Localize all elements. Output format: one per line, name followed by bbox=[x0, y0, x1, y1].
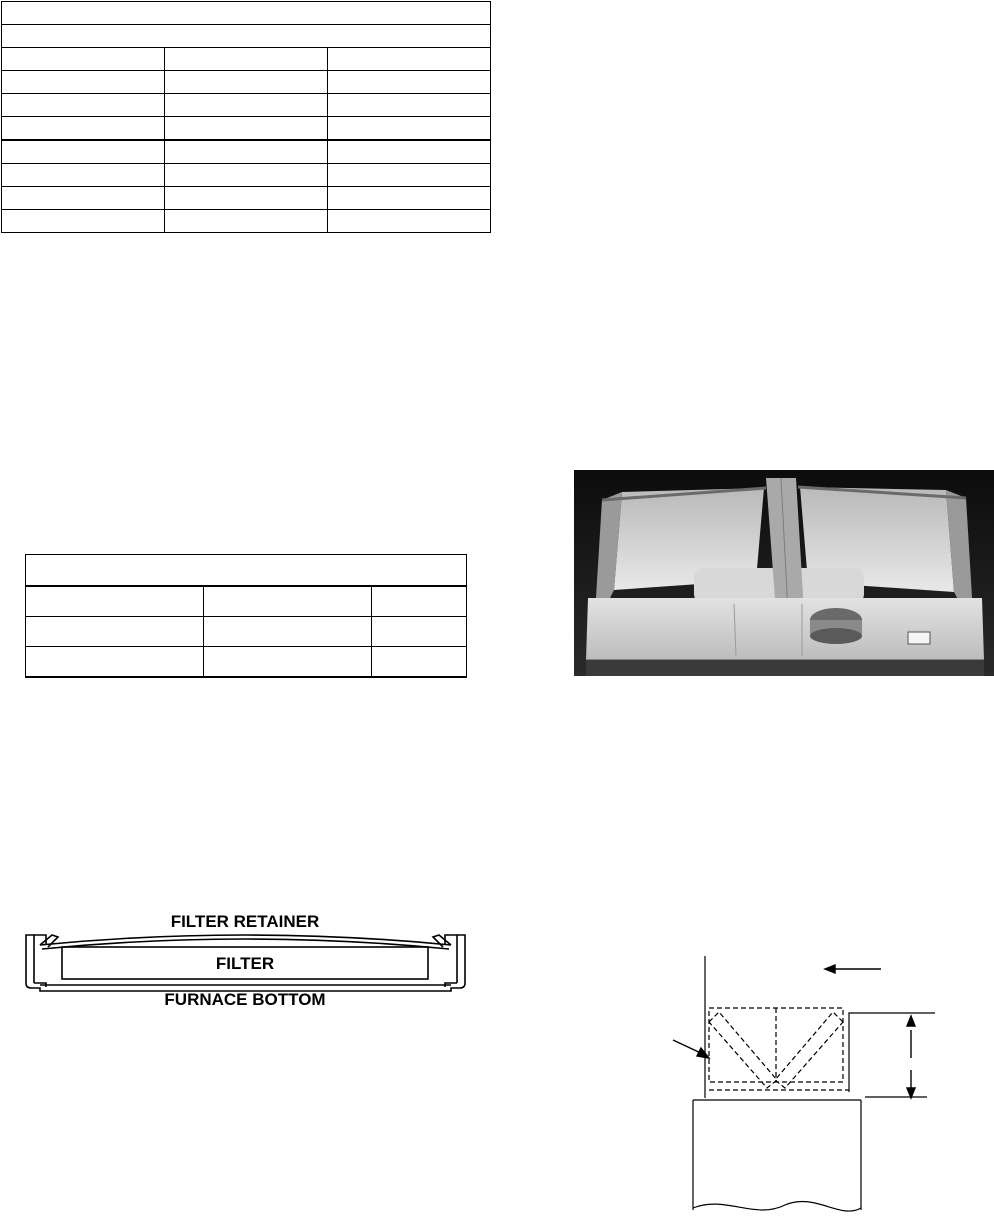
table-row bbox=[26, 647, 467, 678]
table-cell bbox=[26, 586, 204, 617]
table-cell bbox=[165, 94, 328, 117]
table-cell bbox=[328, 71, 491, 94]
duct-outline bbox=[693, 956, 935, 1211]
table-cell bbox=[328, 140, 491, 164]
table-row bbox=[2, 164, 491, 187]
table-row bbox=[26, 586, 467, 617]
table-row bbox=[2, 187, 491, 210]
table-cell bbox=[328, 210, 491, 233]
table-row bbox=[2, 48, 491, 71]
table-cell bbox=[372, 586, 467, 617]
table-cell bbox=[2, 140, 165, 164]
table-cell bbox=[204, 586, 372, 617]
filter-retainer-label: FILTER RETAINER bbox=[170, 912, 320, 931]
table-cell bbox=[165, 164, 328, 187]
table-cell bbox=[165, 187, 328, 210]
table-cell bbox=[328, 117, 491, 141]
filter-retainer-figure bbox=[18, 905, 473, 1007]
hidden-lines bbox=[709, 1008, 849, 1090]
table-cell bbox=[2, 2, 491, 25]
table-row bbox=[2, 94, 491, 117]
table-row bbox=[26, 617, 467, 647]
table-cell bbox=[372, 617, 467, 647]
table-cell bbox=[26, 617, 204, 647]
table-cell bbox=[372, 647, 467, 678]
filter-label: FILTER bbox=[215, 954, 275, 973]
table-cell bbox=[2, 25, 491, 48]
table-cell bbox=[165, 210, 328, 233]
table-cell bbox=[204, 647, 372, 678]
table-cell bbox=[2, 117, 165, 141]
table-cell bbox=[2, 71, 165, 94]
table-cell bbox=[328, 187, 491, 210]
furnace-bottom-label: FURNACE BOTTOM bbox=[164, 990, 326, 1007]
table-title bbox=[26, 555, 467, 587]
table-cell bbox=[165, 140, 328, 164]
mid-table bbox=[25, 554, 467, 678]
table-cell bbox=[165, 117, 328, 141]
table-cell bbox=[2, 210, 165, 233]
table-cell bbox=[2, 187, 165, 210]
table-row bbox=[2, 140, 491, 164]
table-cell bbox=[328, 164, 491, 187]
table-row bbox=[2, 117, 491, 141]
table-row bbox=[2, 210, 491, 233]
table-cell bbox=[2, 164, 165, 187]
table-cell bbox=[165, 71, 328, 94]
table-cell bbox=[328, 48, 491, 71]
table-row bbox=[2, 71, 491, 94]
table-cell bbox=[328, 94, 491, 117]
table-cell bbox=[165, 48, 328, 71]
furnace-top-photo bbox=[574, 470, 994, 676]
duct-transition-diagram bbox=[665, 950, 935, 1216]
top-table bbox=[1, 1, 491, 233]
table-cell bbox=[26, 647, 204, 678]
table-cell bbox=[2, 94, 165, 117]
table-cell bbox=[2, 48, 165, 71]
table-cell bbox=[204, 617, 372, 647]
